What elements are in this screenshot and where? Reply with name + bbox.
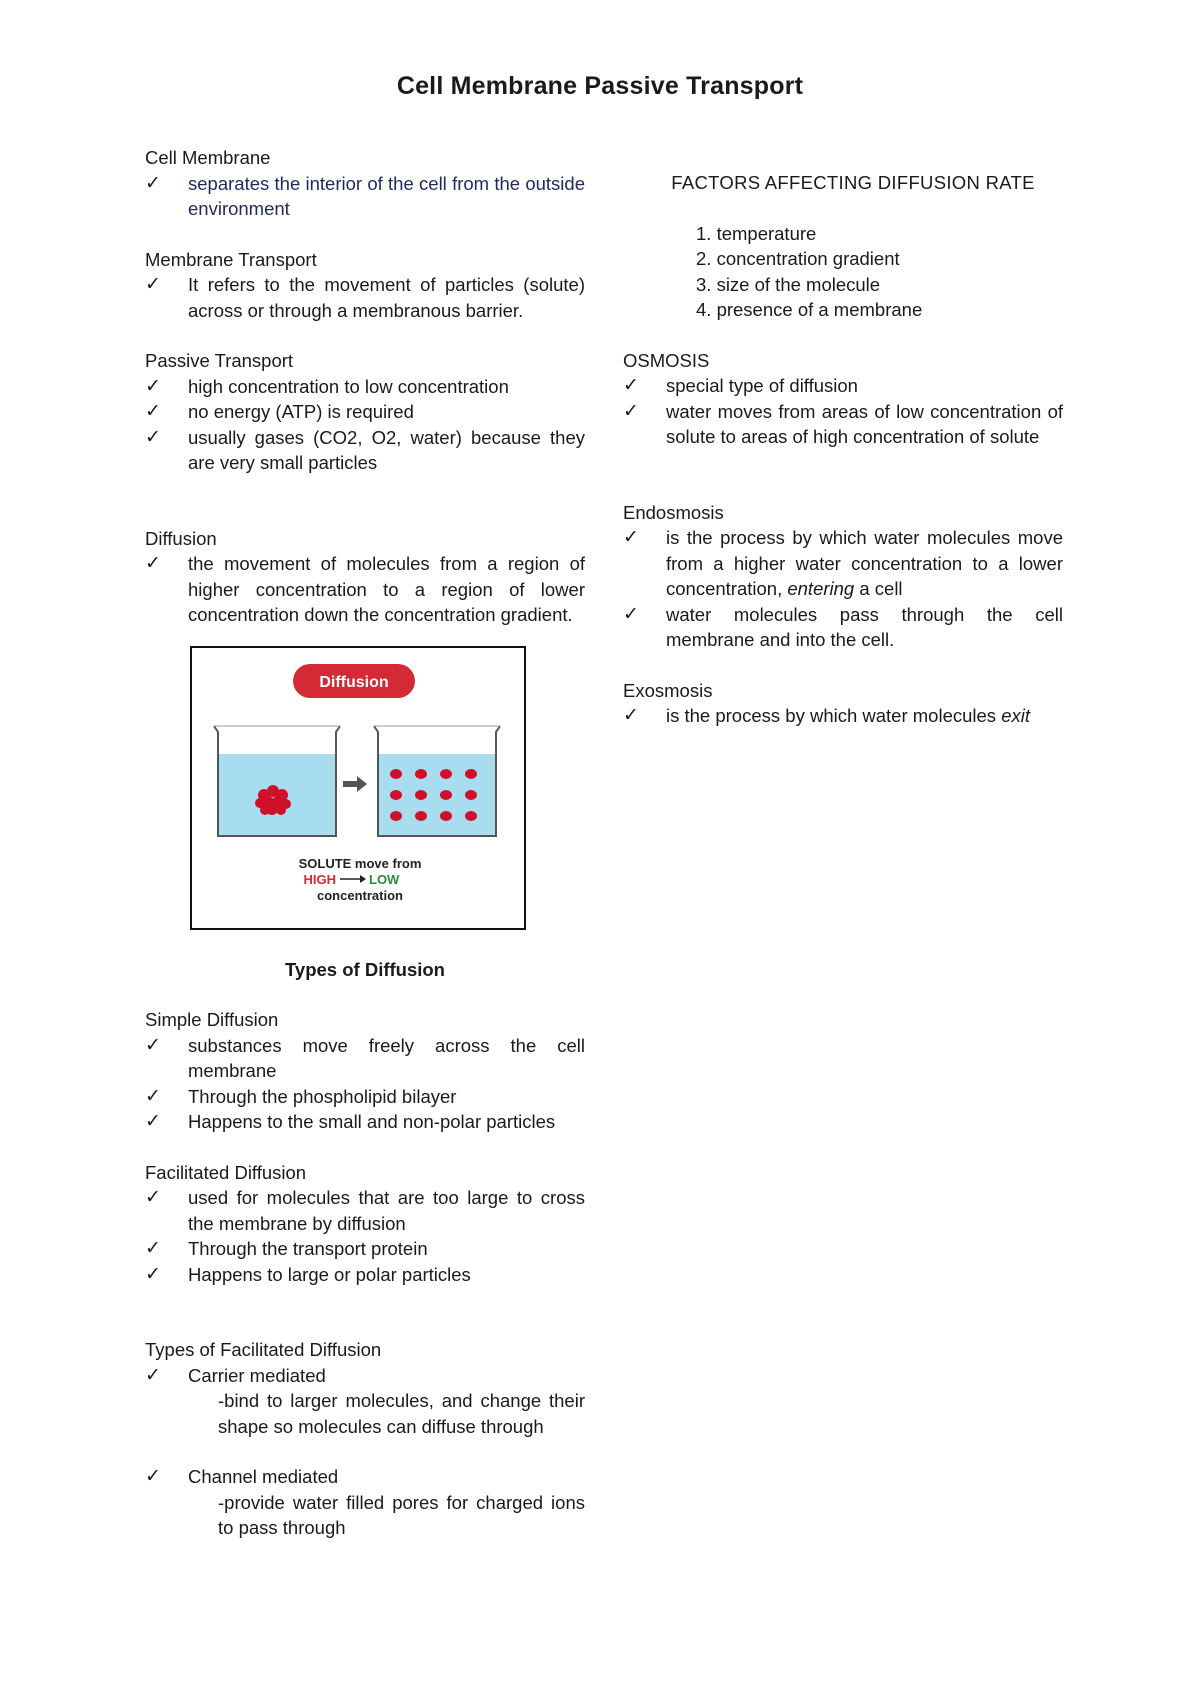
list-item: ✓ is the process by which water molecules exit	[623, 703, 1063, 729]
membrane-transport-list	[145, 272, 585, 323]
list-item: 4. presence of a membrane	[696, 299, 923, 320]
list-item: ✓ Channel mediated	[145, 1464, 585, 1490]
diffusion-list	[145, 551, 585, 628]
checkmark-icon: ✓	[145, 1034, 161, 1056]
checkmark-icon: ✓	[145, 1263, 161, 1285]
membrane-transport-heading: Membrane Transport	[145, 248, 317, 270]
list-item: ✓ Through the transport protein	[145, 1236, 585, 1262]
cell-membrane-heading: Cell Membrane	[145, 147, 271, 168]
figure-caption-low: LOW	[369, 871, 400, 887]
checkmark-icon: ✓	[623, 527, 639, 548]
checkmark-icon: ✓	[145, 1085, 161, 1107]
list-item: 3. size of the molecule	[696, 273, 881, 295]
list-item: ✓ the movement of molecules from a region of higher concentration to a region of lower concentration down the concentration gradient.	[145, 553, 585, 625]
page-title: Cell Membrane Passive Transport	[396, 72, 804, 100]
list-item: ✓ no energy (ATP) is required	[145, 399, 585, 425]
checkmark-icon: ✓	[145, 1111, 161, 1132]
list-item: ✓ Happens to the small and non-polar particles	[145, 1109, 585, 1135]
left-column	[145, 145, 585, 1541]
factors-list	[623, 221, 1063, 323]
list-item: ✓ water moves from areas of low concentration of solute to areas of high concentration of solute	[623, 400, 1063, 447]
simple-diffusion-list	[145, 1033, 585, 1135]
exosmosis-heading: Exosmosis	[623, 679, 713, 701]
checkmark-icon: ✓	[623, 603, 639, 625]
channel-mediated-desc: -provide water filled pores for charged ions to pass through	[218, 1491, 585, 1538]
list-item: ✓ high concentration to low concentration	[145, 374, 585, 400]
checkmark-icon: ✓	[145, 401, 161, 422]
beaker-before	[214, 726, 340, 836]
cell-membrane-list	[145, 171, 585, 222]
facilitated-diffusion-heading: Facilitated Diffusion	[145, 1161, 307, 1183]
diffusion-figure	[190, 646, 526, 930]
checkmark-icon: ✓	[145, 426, 161, 448]
checkmark-icon: ✓	[623, 400, 639, 422]
checkmark-icon: ✓	[623, 375, 639, 396]
checkmark-icon: ✓	[145, 553, 161, 574]
list-item: 1. temperature	[696, 222, 817, 244]
figure-caption-line1: SOLUTE move from	[298, 855, 422, 871]
checkmark-icon: ✓	[145, 1187, 161, 1208]
facilitated-diffusion-list	[145, 1185, 585, 1287]
checkmark-icon: ✓	[145, 1364, 161, 1386]
factors-title: FACTORS AFFECTING DIFFUSION RATE	[671, 172, 1035, 193]
types-facilitated-heading: Types of Facilitated Diffusion	[145, 1339, 382, 1360]
endosmosis-list	[623, 525, 1063, 653]
checkmark-icon: ✓	[145, 375, 161, 397]
checkmark-icon: ✓	[145, 274, 161, 295]
list-item: ✓ It refers to the movement of particles (solute) across or through a membranous barrier.	[145, 274, 585, 321]
arrow-right-icon	[343, 776, 367, 792]
types-facilitated-list-2	[145, 1464, 585, 1490]
list-item: ✓ separates the interior of the cell from the outside environment	[145, 172, 585, 219]
exosmosis-list	[623, 703, 1063, 729]
list-item: ✓ Through the phospholipid bilayer	[145, 1084, 585, 1110]
checkmark-icon: ✓	[145, 172, 161, 194]
list-item: ✓ Happens to large or polar particles	[145, 1262, 585, 1288]
checkmark-icon: ✓	[145, 1466, 161, 1487]
diffusion-badge-label: Diffusion	[319, 673, 389, 691]
endosmosis-heading: Endosmosis	[623, 501, 724, 523]
list-item: ✓ used for molecules that are too large to cross the membrane by diffusion	[145, 1187, 585, 1234]
passive-transport-heading: Passive Transport	[145, 350, 294, 371]
list-item: ✓ substances move freely across the cell membrane	[145, 1034, 585, 1081]
right-column	[623, 170, 1063, 729]
list-item: ✓ water molecules pass through the cell membrane and into the cell.	[623, 603, 1063, 650]
passive-transport-list	[145, 374, 585, 476]
list-item: ✓ is the process by which water molecules move from a higher water concentration to a lower concentration, entering a cell	[623, 527, 1063, 599]
list-item: ✓ Carrier mediated	[145, 1363, 585, 1389]
figure-caption-high: HIGH	[303, 871, 336, 887]
osmosis-list	[623, 373, 1063, 450]
list-item: 2. concentration gradient	[696, 248, 900, 269]
diffusion-diagram	[192, 648, 528, 932]
list-item: ✓ usually gases (CO2, O2, water) because they are very small particles	[145, 426, 585, 473]
checkmark-icon: ✓	[623, 705, 639, 726]
figure-caption-line3: concentration	[317, 887, 403, 903]
carrier-mediated-desc: -bind to larger molecules, and change their shape so molecules can diffuse through	[218, 1390, 585, 1437]
types-of-diffusion-title: Types of Diffusion	[285, 958, 445, 980]
osmosis-heading: OSMOSIS	[623, 349, 710, 371]
diffusion-heading: Diffusion	[145, 527, 217, 549]
simple-diffusion-heading: Simple Diffusion	[145, 1009, 279, 1030]
list-item: ✓ special type of diffusion	[623, 373, 1063, 399]
checkmark-icon: ✓	[145, 1238, 161, 1259]
types-facilitated-list	[145, 1363, 585, 1389]
